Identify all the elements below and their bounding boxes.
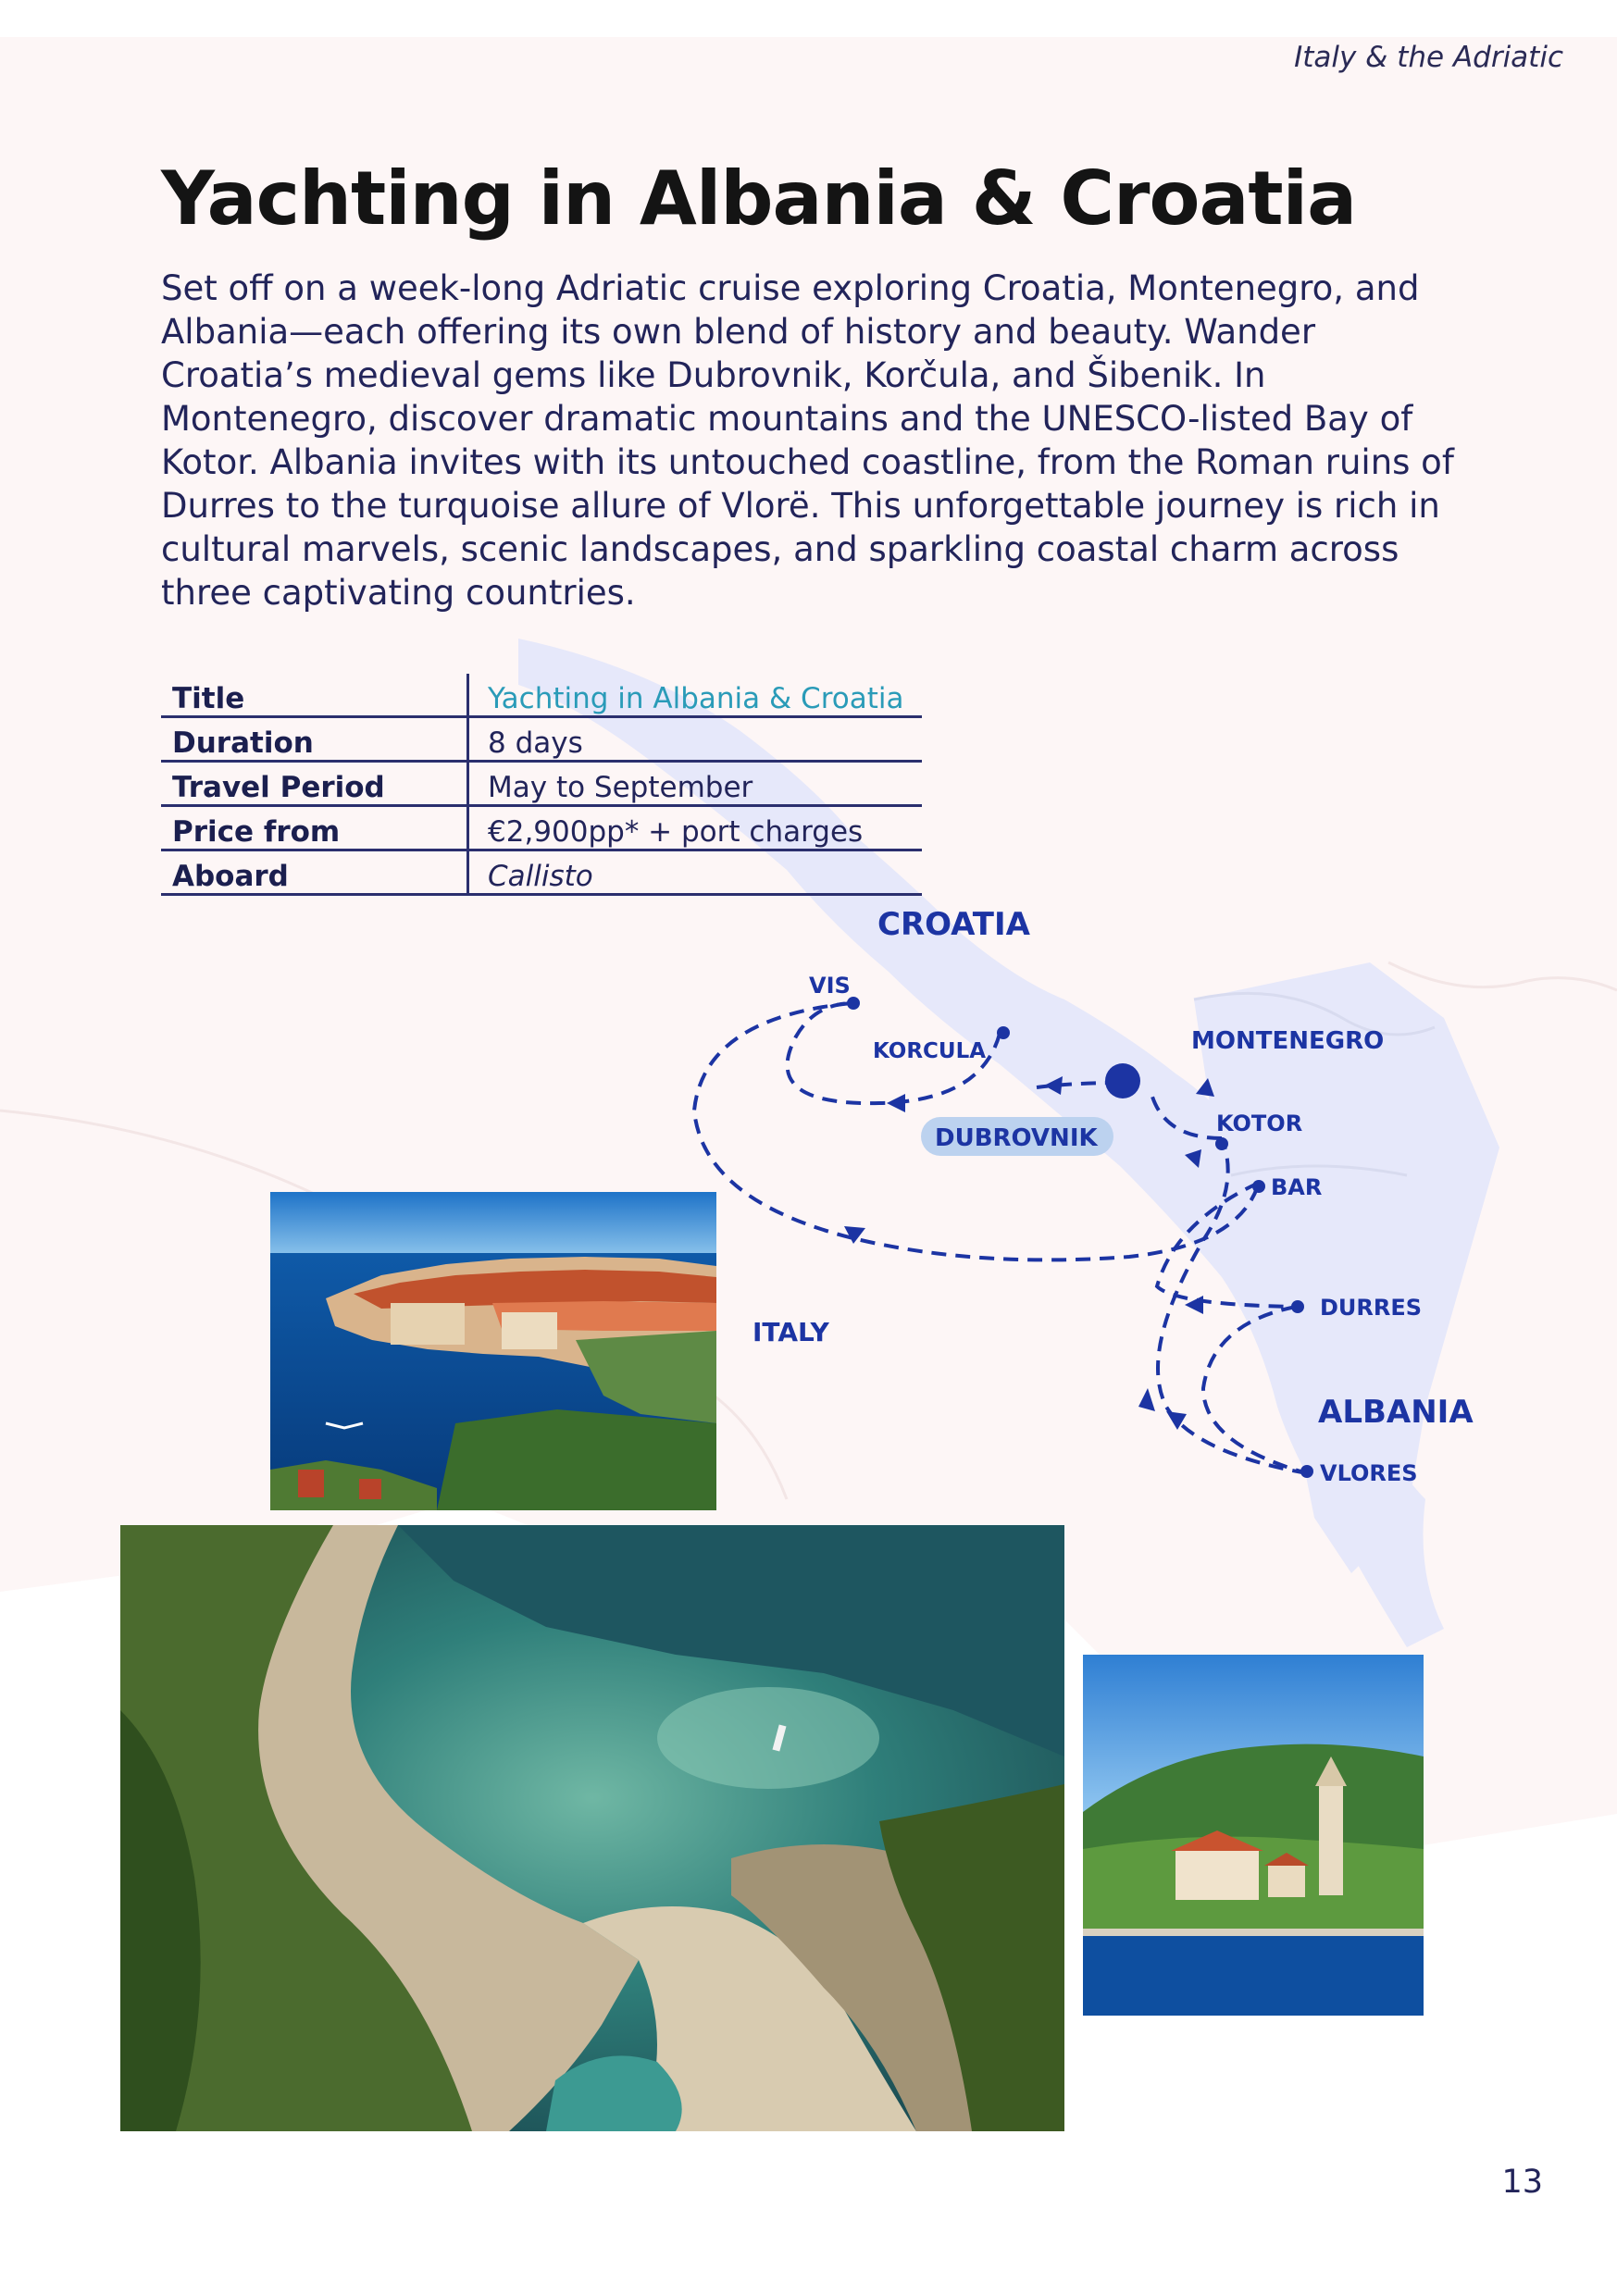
port-label-bar: BAR (1271, 1174, 1323, 1200)
port-dot-vlores (1300, 1465, 1313, 1478)
route-arrow (1185, 1296, 1203, 1314)
country-label-italy: ITALY (753, 1317, 829, 1347)
route-arrow (1138, 1388, 1155, 1411)
facts-label: Travel Period (161, 762, 468, 806)
port-label-kotor: KOTOR (1216, 1111, 1303, 1136)
port-label-durres: DURRES (1320, 1295, 1423, 1321)
port-dot-vis (847, 997, 860, 1010)
port-dot-kotor (1215, 1137, 1228, 1150)
facts-row-title (161, 674, 922, 717)
facts-row-price (161, 806, 922, 850)
facts-value: Callisto (468, 850, 923, 895)
photo-aerial-beach (120, 1525, 1064, 2131)
port-label-vlores: VLORES (1320, 1460, 1418, 1486)
route-map (648, 888, 1573, 1499)
facts-value: €2,900pp* + port charges (468, 806, 923, 850)
port-label-korcula: KORCULA (873, 1039, 987, 1063)
facts-value: May to September (468, 762, 923, 806)
facts-label: Duration (161, 717, 468, 762)
port-dot-durres (1291, 1300, 1304, 1313)
port-dot-dubrovnik (1105, 1063, 1140, 1098)
route-arrow (1044, 1076, 1063, 1095)
facts-row-travel-period (161, 762, 922, 806)
country-label-montenegro: MONTENEGRO (1191, 1027, 1385, 1055)
facts-label: Aboard (161, 850, 468, 895)
route-arrow (887, 1094, 905, 1112)
port-label-dubrovnik: DUBROVNIK (935, 1124, 1098, 1152)
intro-paragraph: Set off on a week-long Adriatic cruise exploring Croatia, Montenegro, and Albania—each offering its own blend of history and beauty. Wander Croatia’s medieval gems like Dubrovnik, Korčula, and Šibenik. In Montenegro, discover dramatic mountains and the UNESCO-listed Bay of Kotor. Albania invites with its untouched coastline, from the Roman ruins of Durres to the turquoise allure of Vlorë. This unforgettable journey is rich in cultural marvels, scenic landscapes, and sparkling coastal charm across three captivating countries. (161, 268, 1454, 613)
port-dot-bar (1252, 1180, 1265, 1193)
route-leg-durres-vlores (1203, 1307, 1307, 1473)
facts-row-duration (161, 717, 922, 762)
route-arrow (1196, 1078, 1214, 1097)
route-arrow (1185, 1149, 1201, 1168)
facts-value: Yachting in Albania & Croatia (468, 674, 923, 717)
port-label-vis: VIS (809, 973, 851, 999)
photo-coastal-village (1083, 1655, 1424, 2016)
country-label-croatia: CROATIA (877, 906, 1030, 943)
trip-facts-table (161, 674, 922, 896)
photo-dubrovnik (270, 1192, 716, 1510)
route-leg-kotor-dubrovnik (1152, 1097, 1222, 1138)
page-title: Yachting in Albania & Croatia (161, 155, 1357, 242)
facts-label: Title (161, 674, 468, 717)
port-dot-korcula (997, 1026, 1010, 1039)
facts-label: Price from (161, 806, 468, 850)
route-leg-bar-durres (1157, 1183, 1296, 1307)
section-header: Italy & the Adriatic (1294, 41, 1563, 74)
page-number: 13 (1501, 2164, 1543, 2201)
country-label-albania: ALBANIA (1318, 1394, 1474, 1431)
facts-value: 8 days (468, 717, 923, 762)
